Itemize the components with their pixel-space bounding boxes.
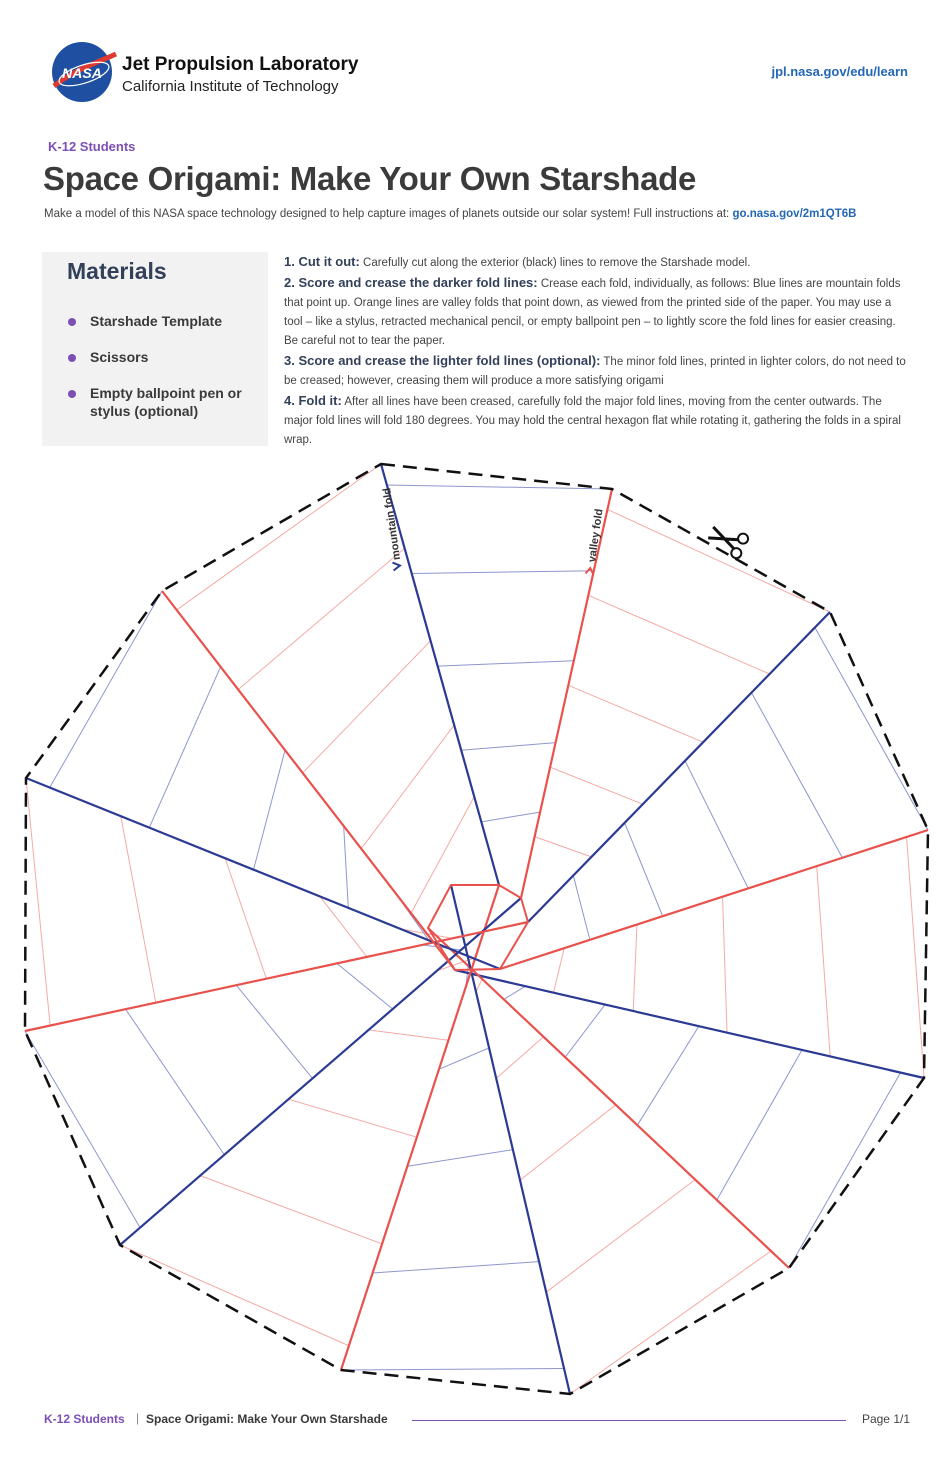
minor-fold-line bbox=[439, 1048, 489, 1069]
minor-fold-line bbox=[633, 925, 637, 1012]
minor-fold-line bbox=[225, 858, 266, 978]
minor-fold-line bbox=[607, 509, 830, 612]
minor-fold-line bbox=[573, 876, 590, 940]
step-label: 4. Fold it: bbox=[284, 393, 342, 408]
valley-fold-line bbox=[162, 591, 455, 970]
minor-fold-line bbox=[288, 1099, 416, 1137]
minor-fold-line bbox=[565, 1005, 605, 1058]
logo-text: NASA bbox=[62, 65, 102, 81]
minor-fold-line bbox=[496, 1037, 543, 1079]
valley-fold-line bbox=[428, 928, 789, 1268]
minor-fold-line bbox=[504, 986, 526, 999]
instructions-link[interactable]: go.nasa.gov/2m1QT6B bbox=[732, 208, 857, 220]
materials-heading: Materials bbox=[67, 258, 167, 284]
mountain-fold-line bbox=[455, 970, 924, 1078]
valley-fold-line bbox=[500, 830, 928, 969]
minor-fold-line bbox=[200, 1176, 382, 1244]
mountain-fold-line bbox=[26, 778, 500, 969]
mountain-fold-line bbox=[451, 885, 570, 1394]
minor-fold-line bbox=[751, 693, 842, 858]
minor-fold-line bbox=[344, 826, 349, 908]
step-1 bbox=[284, 252, 910, 273]
minor-fold-line bbox=[685, 761, 748, 889]
minor-fold-line bbox=[588, 595, 769, 674]
minor-fold-line bbox=[238, 548, 404, 689]
step-text: Crease each fold, individually, as follows: Blue lines are mountain folds that point up. Orange lines are valley folds that point down, as viewed from the printed side of the paper. You may use a tool – like a stylus, retracted mechanical pencil, or empty ballpoint pen – to lightly score the fold lines for easier creasing. Be careful not to tear the paper. bbox=[284, 278, 901, 347]
minor-fold-line bbox=[50, 591, 162, 788]
minor-fold-line bbox=[553, 948, 564, 993]
minor-fold-line bbox=[25, 1031, 140, 1228]
page-header bbox=[44, 40, 914, 100]
minor-fold-line bbox=[570, 1251, 771, 1394]
minor-fold-line bbox=[568, 685, 703, 742]
footer-kicker: K-12 Students bbox=[44, 1412, 125, 1426]
mountain-fold-label bbox=[381, 487, 404, 571]
list-item: Starshade Template bbox=[68, 312, 264, 330]
step-3 bbox=[284, 351, 910, 391]
minor-fold-line bbox=[149, 667, 220, 828]
minor-fold-line bbox=[637, 1026, 699, 1125]
intro-text bbox=[44, 208, 914, 220]
starshade-template bbox=[0, 450, 950, 1400]
page-title: Space Origami: Make Your Own Starshade bbox=[43, 160, 697, 197]
step-label: 3. Score and crease the lighter fold lines (optional): bbox=[284, 353, 601, 368]
intro-body: Make a model of this NASA space technology designed to help capture images of planets outside our solar system! Full instructions at: bbox=[44, 208, 730, 220]
step-text: Carefully cut along the exterior (black) lines to remove the Starshade model. bbox=[363, 257, 751, 269]
minor-fold-line bbox=[126, 1009, 225, 1155]
minor-fold-line bbox=[546, 1180, 695, 1293]
footer-title: Space Origami: Make Your Own Starshade bbox=[146, 1412, 388, 1426]
materials-list bbox=[68, 312, 264, 438]
list-item: Scissors bbox=[68, 348, 264, 366]
minor-fold-line bbox=[625, 823, 663, 916]
minor-fold-line bbox=[407, 1150, 513, 1167]
minor-fold-line bbox=[476, 979, 482, 992]
minor-fold-line bbox=[481, 812, 540, 822]
step-label: 1. Cut it out: bbox=[284, 254, 360, 269]
step-2 bbox=[284, 273, 910, 351]
org-title: Jet Propulsion Laboratory bbox=[122, 54, 359, 75]
minor-fold-line bbox=[815, 628, 928, 831]
step-label: 2. Score and crease the darker fold lines: bbox=[284, 275, 538, 290]
minor-fold-line bbox=[121, 816, 156, 1002]
org-subtitle: California Institute of Technology bbox=[122, 78, 339, 95]
page-number: Page 1/1 bbox=[861, 1412, 910, 1426]
minor-fold-line bbox=[373, 1262, 539, 1273]
minor-fold-line bbox=[907, 837, 924, 1078]
site-link[interactable]: jpl.nasa.gov/edu/learn bbox=[771, 64, 908, 79]
minor-fold-line bbox=[120, 1245, 349, 1346]
minor-fold-line bbox=[723, 897, 727, 1033]
minor-fold-line bbox=[411, 797, 474, 914]
minor-fold-line bbox=[817, 866, 830, 1056]
nasa-logo bbox=[44, 40, 120, 104]
step-text: After all lines have been creased, carefully fold the major fold lines, moving from the center outwards. The major fold lines will fold 180 degrees. You may hold the central hexagon flat while rotating it, gathering the folds in a spiral wrap. bbox=[284, 396, 901, 446]
minor-fold-line bbox=[717, 1050, 802, 1200]
section-kicker: K-12 Students bbox=[48, 139, 136, 154]
minor-fold-line bbox=[535, 837, 592, 857]
minor-fold-line bbox=[341, 1369, 564, 1370]
minor-fold-line bbox=[461, 743, 555, 751]
cut-line bbox=[25, 464, 928, 1394]
list-item: Empty ballpoint pen or stylus (optional) bbox=[68, 384, 264, 420]
minor-fold-line bbox=[369, 1030, 449, 1040]
instruction-steps bbox=[284, 252, 910, 450]
step-4 bbox=[284, 391, 910, 450]
minor-fold-line bbox=[412, 571, 594, 574]
mountain-fold-line bbox=[381, 464, 499, 885]
step-text: The minor fold lines, printed in lighter colors, do not need to be creased; however, creasing them will produce a more satisfying origami bbox=[284, 356, 906, 387]
minor-fold-line bbox=[177, 464, 381, 610]
minor-fold-line bbox=[361, 725, 454, 849]
mountain-fold-line bbox=[120, 898, 521, 1245]
minor-fold-line bbox=[337, 963, 393, 1009]
minor-fold-line bbox=[789, 1073, 901, 1268]
footer-rule bbox=[412, 1420, 846, 1421]
page-footer bbox=[44, 1410, 910, 1430]
minor-fold-line bbox=[254, 750, 286, 870]
minor-fold-line bbox=[520, 1105, 616, 1180]
mountain-fold-text: mountain fold bbox=[381, 487, 404, 561]
minor-fold-line bbox=[26, 778, 50, 1026]
mountain-chevron-icon bbox=[392, 562, 400, 571]
minor-fold-line bbox=[236, 985, 312, 1078]
minor-fold-lines bbox=[25, 464, 928, 1394]
valley-fold-line bbox=[25, 922, 528, 1031]
minor-fold-line bbox=[438, 661, 574, 666]
minor-fold-line bbox=[550, 767, 643, 804]
minor-fold-line bbox=[303, 641, 431, 773]
footer-separator: | bbox=[136, 1411, 140, 1425]
center-hexagon bbox=[428, 885, 528, 970]
valley-fold-text: valley fold bbox=[586, 508, 606, 564]
cut-outline bbox=[25, 464, 928, 1394]
materials-box bbox=[42, 252, 268, 446]
major-fold-lines bbox=[25, 464, 928, 1394]
